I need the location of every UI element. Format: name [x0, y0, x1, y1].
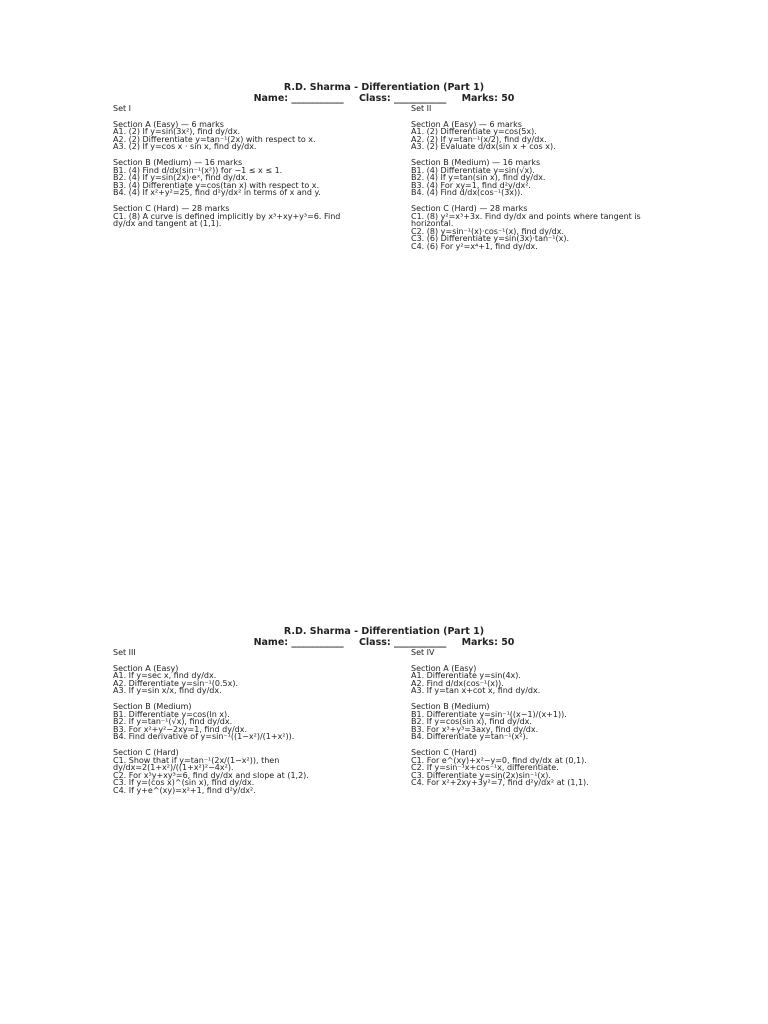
question-b1: B1. Differentiate y=cos(ln x).	[113, 709, 230, 719]
section-title: Section A (Easy) — 6 marks	[113, 119, 224, 129]
section-a	[113, 121, 358, 151]
question-c3: C3. (6) Differentiate y=sin(3x)·tan⁻¹(x).	[411, 234, 569, 244]
section-title: Section C (Hard) — 28 marks	[113, 203, 230, 213]
sheet-title: R.D. Sharma - Differentiation (Part 1)	[283, 626, 485, 637]
question-a3: A3. If y=tan x+cot x, find dy/dx.	[411, 686, 541, 696]
question-b3: B3. (4) For xy=1, find d²y/dx².	[411, 180, 531, 190]
question-c2: C2. For x³y+xy³=6, find dy/dx and slope at (1,2).	[113, 770, 309, 780]
question-b4: B4. (4) Find d/dx(cos⁻¹(3x)).	[411, 188, 523, 198]
question-c3: C3. If y=(cos x)^(sin x), find dy/dx.	[113, 778, 255, 788]
set-label: Set III	[113, 648, 136, 657]
section-title: Section B (Medium)	[113, 701, 192, 711]
question-b4: B4. Differentiate y=tan⁻¹(x²).	[411, 732, 529, 742]
question-a2: A2. (2) Differentiate y=tan⁻¹(2x) with respect to x.	[113, 134, 316, 144]
set-label: Set II	[411, 104, 432, 113]
sheet-title: R.D. Sharma - Differentiation (Part 1)	[283, 82, 485, 93]
section-title: Section C (Hard)	[113, 747, 179, 757]
section-c	[113, 749, 358, 795]
set-iii-column	[113, 649, 358, 803]
question-b2: B2. If y=cos(sin x), find dy/dx.	[411, 717, 532, 727]
section-a	[411, 665, 656, 695]
section-a	[113, 665, 358, 695]
class-field: Class: ___________	[358, 92, 447, 104]
question-a1: A1. Differentiate y=sin(4x).	[411, 671, 521, 681]
section-title: Section B (Medium)	[411, 701, 490, 711]
question-c3: C3. Differentiate y=sin(2x)sin⁻¹(x).	[411, 770, 551, 780]
question-c4: C4. If y+e^(xy)=x²+1, find d²y/dx².	[113, 785, 256, 795]
question-a3: A3. (2) Evaluate d/dx(sin x + cos x).	[411, 142, 556, 152]
section-title: Section B (Medium) — 16 marks	[113, 157, 243, 167]
set-iv-column	[411, 649, 656, 795]
question-b1: B1. (4) Find d/dx(sin⁻¹(x²)) for −1 ≤ x ≤ 1.	[113, 165, 283, 175]
sheet-header	[0, 627, 768, 648]
sheet-header	[0, 83, 768, 104]
section-b	[411, 159, 656, 197]
section-title: Section A (Easy) — 6 marks	[411, 119, 522, 129]
question-a2: A2. Differentiate y=sin⁻¹(0.5x).	[113, 678, 239, 688]
section-b	[113, 703, 358, 741]
question-b4: B4. (4) If x²+y²=25, find d²y/dx² in terms of x and y.	[113, 188, 321, 198]
question-c1: C1. For e^(xy)+x²−y=0, find dy/dx at (0,1).	[411, 755, 587, 765]
question-b3: B3. For x³+y³=3axy, find dy/dx.	[411, 724, 539, 734]
question-b2: B2. (4) If y=sin(2x)·eˣ, find dy/dx.	[113, 173, 248, 183]
section-title: Section B (Medium) — 16 marks	[411, 157, 541, 167]
student-info-line	[0, 94, 768, 105]
question-a2: A2. Find d/dx(cos⁻¹(x)).	[411, 678, 504, 688]
student-info-line	[0, 638, 768, 649]
set-i-column	[113, 105, 358, 236]
question-b4: B4. Find derivative of y=sin⁻¹((1−x²)/(1+x²)).	[113, 732, 295, 742]
name-field: Name: ___________	[253, 92, 344, 104]
question-sheet-part1-top	[0, 82, 768, 251]
set-label: Set IV	[411, 648, 435, 657]
question-b2: B2. (4) If y=tan(sin x), find dy/dx.	[411, 173, 546, 183]
question-b1: B1. (4) Differentiate y=sin(√x).	[411, 165, 535, 175]
section-title: Section C (Hard) — 28 marks	[411, 203, 528, 213]
section-a	[411, 121, 656, 151]
section-c	[411, 749, 656, 787]
question-c2: C2. If y=sin⁻¹x+cos⁻¹x, differentiate.	[411, 763, 559, 773]
question-a3: A3. (2) If y=cos x · sin x, find dy/dx.	[113, 142, 257, 152]
question-c1: C1. (8) y²=x³+3x. Find dy/dx and points where tangent is horizontal.	[411, 211, 641, 229]
section-title: Section A (Easy)	[411, 663, 477, 673]
question-a2: A2. (2) If y=tan⁻¹(x/2), find dy/dx.	[411, 134, 547, 144]
question-a1: A1. (2) If y=sin(3x²), find dy/dx.	[113, 127, 241, 137]
question-b2: B2. If y=tan⁻¹(√x), find dy/dx.	[113, 717, 233, 727]
question-a1: A1. (2) Differentiate y=cos(5x).	[411, 127, 537, 137]
question-a3: A3. If y=sin x/x, find dy/dx.	[113, 686, 222, 696]
question-b1: B1. Differentiate y=sin⁻¹((x−1)/(x+1)).	[411, 709, 567, 719]
section-c	[411, 205, 656, 251]
question-c4: C4. (6) For y²=x⁴+1, find dy/dx.	[411, 241, 538, 251]
section-title: Section A (Easy)	[113, 663, 179, 673]
question-b3: B3. (4) Differentiate y=cos(tan x) with respect to x.	[113, 180, 320, 190]
question-b3: B3. For x²+y²−2xy=1, find dy/dx.	[113, 724, 248, 734]
question-sheet-part1-bottom	[0, 626, 768, 795]
set-ii-column	[411, 105, 656, 259]
question-c1: C1. (8) A curve is defined implicitly by x³+xy+y³=6. Find dy/dx and tangent at (1,1).	[113, 211, 341, 229]
name-field: Name: ___________	[253, 636, 344, 648]
marks-field: Marks: 50	[461, 636, 515, 648]
section-title: Section C (Hard)	[411, 747, 477, 757]
section-b	[411, 703, 656, 741]
marks-field: Marks: 50	[461, 92, 515, 104]
question-c2: C2. (8) y=sin⁻¹(x)·cos⁻¹(x), find dy/dx.	[411, 226, 565, 236]
section-b	[113, 159, 358, 197]
question-c4: C4. For x²+2xy+3y²=7, find d²y/dx² at (1,1).	[411, 778, 589, 788]
section-c	[113, 205, 358, 228]
set-label: Set I	[113, 104, 132, 113]
class-field: Class: ___________	[358, 636, 447, 648]
question-a1: A1. If y=sec x, find dy/dx.	[113, 671, 217, 681]
question-c1: C1. Show that if y=tan⁻¹(2x/(1−x²)), then dy/dx=2(1+x²)/((1+x²)²−4x²).	[113, 755, 280, 773]
